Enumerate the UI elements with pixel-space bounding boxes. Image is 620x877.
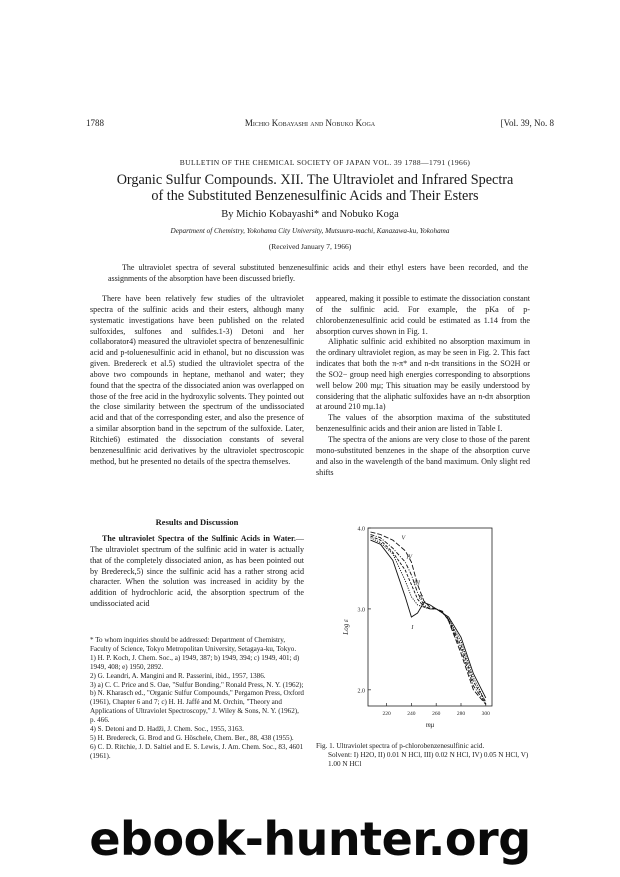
series-line-IV xyxy=(371,535,486,704)
journal-line: BULLETIN OF THE CHEMICAL SOCIETY OF JAPAN VOL. 39 1788—1791 (1966) xyxy=(179,158,471,167)
watermark-text: ebook-hunter.org xyxy=(89,812,531,866)
caption-line-1: Fig. 1. Ultraviolet spectra of p-chlorobenzenesulfinic acid. xyxy=(316,742,485,750)
subsection-text: —The ultraviolet spectrum of the sulfinic acid in water is actually that of the completely dissociated anion, as has been pointed out by Bredereck,5) since the sulfinic acid has a rather strong acid character. When the solution was increased in acidity by the addition of hydrochloric acid, the absorption spectrum of the undissociated acid xyxy=(90,534,304,609)
running-authors: Michio Kobayashi and Nobuko Koga xyxy=(244,118,376,128)
curve-label: I xyxy=(411,625,414,632)
x-tick-label: 220 xyxy=(382,711,391,717)
title-line-2: of the Substituted Benzenesulfinic Acids and Their Esters xyxy=(151,188,479,204)
footnote: 3) a) C. C. Price and S. Oae, "Sulfur Bonding," Ronald Press, N. Y. (1962); b) N. Kharasch ed., "Organic Sulfur Compounds," Pergamon Press, Oxford (1961), Chapter 6 and 7; c) H. H. Jaffé and M. Orchin, "Theory and Applications of Ultraviolet Spectroscopy," J. Wiley & Sons, N. Y. (1962), p. 466. xyxy=(90,680,304,725)
authors: By Michio Kobayashi* and Nobuko Koga xyxy=(221,209,399,220)
series-line-II xyxy=(371,538,486,702)
x-tick-label: 280 xyxy=(456,711,466,717)
right-paragraph-1: appeared, making it possible to estimate the dissociation constant of the sulfinic acid. For example, the pKa of p-chlorobenzenesulfinic acid could be estimated as 1.14 from the absorption curves shown in Fig. 1. xyxy=(316,294,530,336)
y-axis-label: Log ε xyxy=(342,619,350,635)
paper-title xyxy=(72,172,558,204)
plot-frame xyxy=(368,528,492,706)
caption-line-2: Solvent: I) H2O, II) 0.01 N HCl, III) 0.02 N HCl, IV) 0.05 N HCl, V) 1.00 N HCl xyxy=(328,751,529,768)
figure-1-chart xyxy=(336,522,506,736)
x-axis-label: mμ xyxy=(425,721,435,729)
curve-label: V xyxy=(401,535,406,542)
y-tick-label: 3.0 xyxy=(357,607,365,614)
intro-text: There have been relatively few studies of the ultraviolet spectra of the sulfinic acids and their esters, although many systematic investigations have been published on the related sulfoxides, sulfones and sulfides.1-3) Detoni and her collaborator4) measured the ultraviolet spectra of benzenesulfinic acid and p-toluenesulfinic acid in ethanol, but no discussion was given. Bredereck et al.5) studied the ultraviolet spectra of the above two compounds in heptane, methanol and water; they found that the spectra of the dissociated anion was overlapped on those of the free acid in the hydroxylic solvents. They pointed out the close similarity between the spectrum of the undissociated acid and that of the corresponding ester, and also the presence of a similar absorption band in the sepctrum of the sulfoxide. Later, Ritchie6) estimated the dissociation constants of several benzenesulfinic acid derivatives by the ultraviolet spectroscopic method, but he presented no details of the spectra themselves. xyxy=(90,294,304,466)
footnote: 1) H. P. Koch, J. Chem. Soc., a) 1949, 387; b) 1949, 394; c) 1949, 401; d) 1949, 408; e) 1950, 2892. xyxy=(90,653,300,671)
figure-caption xyxy=(316,742,530,769)
right-paragraph-4: The spectra of the anions are very close to those of the parent mono-substituted benzenes in the shape of the absorption curve and also in the wavelength of the band maximum. Only slight red shifts xyxy=(316,434,530,477)
page-number: 1788 xyxy=(86,118,104,128)
right-paragraph-2: Aliphatic sulfinic acid exhibited no absorption maximum in the ordinary ultraviolet region, as may be seen in Fig. 2. This fact indicates that both the π-π* and n-dπ transitions in the SO2H or the SO2− group need high energies corresponding to absorptions well below 200 mμ; This situation may be easily understood by considering that the aliphatic sulfoxides have an n-dπ absorption at around 210 mμ.1a) xyxy=(316,337,530,412)
right-column xyxy=(316,294,530,478)
y-tick-label: 4.0 xyxy=(357,526,365,533)
intro-paragraph xyxy=(90,294,304,468)
y-tick-label: 2.0 xyxy=(357,688,365,695)
footnote: 5) H. Bredereck, G. Brod and G. Höschele, Chem. Ber., 88, 438 (1955). xyxy=(90,733,294,742)
curve-label: III xyxy=(413,580,420,587)
abstract: The ultraviolet spectra of several substituted benzenesulfinic acids and their ethyl esters have been recorded, and the assignments of the absorption have been discussed briefly. xyxy=(108,263,528,283)
footnote: * To whom inquiries should be addressed: Department of Chemistry, Faculty of Science, Tokyo Metropolitan University, Setagaya-ku, Tokyo. xyxy=(90,636,297,653)
section-heading: Results and Discussion xyxy=(155,517,239,527)
footnote: 6) C. D. Ritchie, J. D. Saltiel and E. S. Lewis, J. Am. Chem. Soc., 83, 4601 (1961). xyxy=(90,742,304,760)
footnotes xyxy=(90,636,304,761)
footnote: 4) S. Detoni and D. Hadži, J. Chem. Soc., 1955, 3163. xyxy=(90,725,244,734)
x-tick-label: 260 xyxy=(432,711,441,717)
footnote: 2) G. Leandri, A. Mangini and R. Passerini, ibid., 1957, 1386. xyxy=(90,671,266,680)
subsection-title: The ultraviolet Spectra of the Sulfinic Acids in Water. xyxy=(102,534,296,543)
x-tick-label: 300 xyxy=(481,711,490,717)
title-line-1: Organic Sulfur Compounds. XII. The Ultraviolet and Infrared Spectra xyxy=(116,172,514,188)
curve-label: II xyxy=(418,595,423,602)
received-date: (Received January 7, 1966) xyxy=(268,242,352,251)
volume-info: [Vol. 39, No. 8 xyxy=(500,118,554,128)
series-line-III xyxy=(371,536,486,702)
right-paragraph-3: The values of the absorption maxima of the substituted benzenesulfinic acids and their anion are listed in Table I. xyxy=(316,413,530,434)
x-tick-label: 240 xyxy=(407,711,416,717)
series-line-V xyxy=(371,532,486,704)
subsection-paragraph xyxy=(90,534,304,610)
affiliation: Department of Chemistry, Yokohama City University, Mutsuura-machi, Kanazawa-ku, Yokohama xyxy=(170,227,450,235)
subsection xyxy=(90,534,304,610)
curve-label: IV xyxy=(406,554,413,561)
